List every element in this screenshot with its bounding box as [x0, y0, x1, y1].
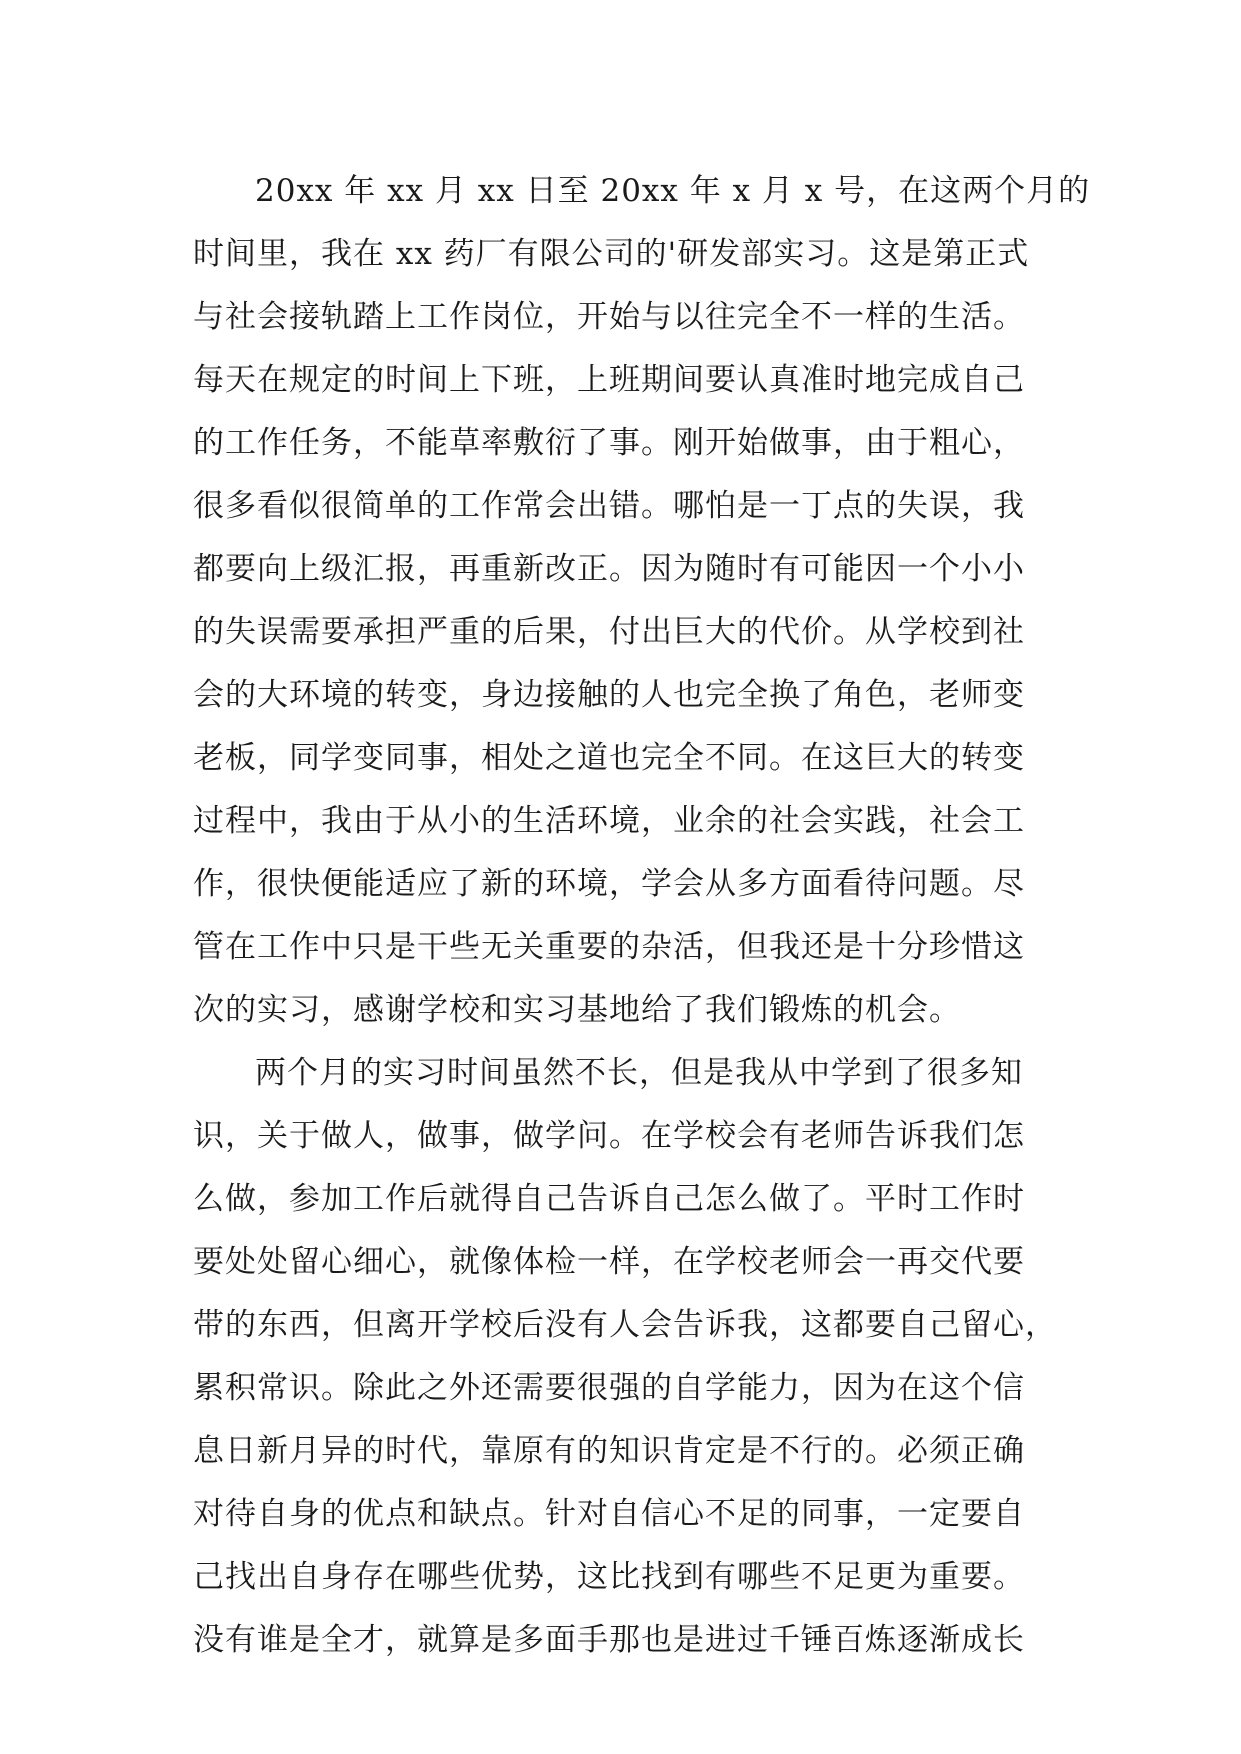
paragraph-2 — [193, 1042, 1073, 1672]
text-line: 次的实习，感谢学校和实习基地给了我们锻炼的机会。 — [193, 992, 961, 1028]
text-line: 对待自身的优点和缺点。针对自信心不足的同事，一定要自 — [193, 1496, 1025, 1532]
text-line: 作，很快便能适应了新的环境，学会从多方面看待问题。尽 — [193, 866, 1025, 902]
text-line: 么做，参加工作后就得自己告诉自己怎么做了。平时工作时 — [193, 1181, 1025, 1217]
text-line: 带的东西，但离开学校后没有人会告诉我，这都要自己留心， — [193, 1307, 1057, 1343]
text-line: 20xx 年 xx 月 xx 日至 20xx 年 x 月 x 号，在这两个月的 — [255, 173, 1091, 209]
text-line: 每天在规定的时间上下班，上班期间要认真准时地完成自己 — [193, 362, 1025, 398]
text-line: 老板，同学变同事，相处之道也完全不同。在这巨大的转变 — [193, 740, 1025, 776]
text-line: 的工作任务，不能草率敷衍了事。刚开始做事，由于粗心， — [193, 425, 1025, 461]
text-line: 息日新月异的时代，靠原有的知识肯定是不行的。必须正确 — [193, 1433, 1025, 1469]
text-line: 要处处留心细心，就像体检一样，在学校老师会一再交代要 — [193, 1244, 1025, 1280]
text-line: 过程中，我由于从小的生活环境，业余的社会实践，社会工 — [193, 803, 1025, 839]
text-line: 累积常识。除此之外还需要很强的自学能力，因为在这个信 — [193, 1370, 1025, 1406]
document-body — [193, 160, 1091, 1672]
text-line: 会的大环境的转变，身边接触的人也完全换了角色，老师变 — [193, 677, 1025, 713]
text-line: 识，关于做人，做事，做学问。在学校会有老师告诉我们怎 — [193, 1118, 1025, 1154]
text-line: 的失误需要承担严重的后果，付出巨大的代价。从学校到社 — [193, 614, 1025, 650]
text-line: 很多看似很简单的工作常会出错。哪怕是一丁点的失误，我 — [193, 488, 1025, 524]
text-line: 两个月的实习时间虽然不长，但是我从中学到了很多知 — [255, 1055, 1023, 1091]
text-line: 己找出自身存在哪些优势，这比找到有哪些不足更为重要。 — [193, 1559, 1025, 1595]
text-line: 管在工作中只是干些无关重要的杂活，但我还是十分珍惜这 — [193, 929, 1025, 965]
text-line: 时间里，我在 xx 药厂有限公司的'研发部实习。这是第正式 — [193, 236, 1030, 272]
paragraph-1 — [193, 160, 1091, 1042]
text-line: 没有谁是全才，就算是多面手那也是进过千锤百炼逐渐成长 — [193, 1622, 1025, 1658]
text-line: 与社会接轨踏上工作岗位，开始与以往完全不一样的生活。 — [193, 299, 1025, 335]
text-line: 都要向上级汇报，再重新改正。因为随时有可能因一个小小 — [193, 551, 1025, 587]
